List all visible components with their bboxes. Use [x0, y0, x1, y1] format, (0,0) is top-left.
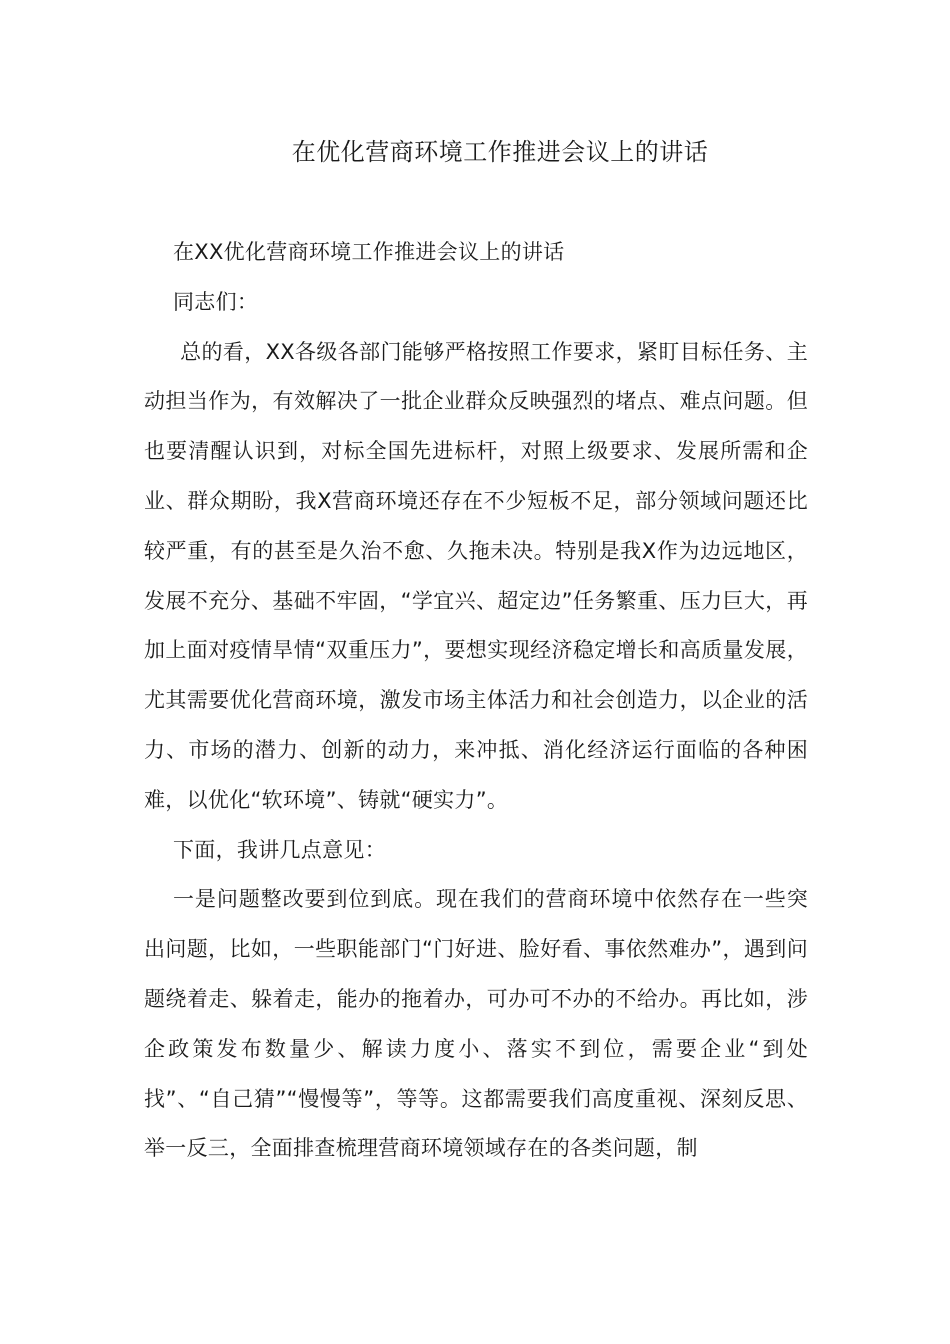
paragraph-salutation: 同志们：: [173, 289, 259, 314]
paragraph-intro: 下面，我讲几点意见：: [173, 837, 386, 862]
document-title: 在优化营商环境工作推进会议上的讲话: [291, 138, 709, 166]
paragraph-point-one: 一是问题整改要到位到底。现在我们的营商环境中依然存在一些突出问题，比如，一些职能部门“门好进、脸好看、事依然难办”，遇到问题绕着走、躲着走，能办的拖着办，可办可不办的不给办。再比如，涉企政策发布数量少、解读力度小、落实不到位，需要企业“到处找”、“自己猜”“慢慢等”，等等。这都需要我们高度重视、深刻反思、举一反三，全面排查梳理营商环境领域存在的各类问题，制: [144, 887, 808, 1161]
paragraph-subtitle: 在XX优化营商环境工作推进会议上的讲话: [173, 240, 565, 264]
document-body: [144, 228, 808, 1174]
paragraph-overview: 总的看，XX各级各部门能够严格按照工作要求，紧盯目标任务、主动担当作为，有效解决了一批企业群众反映强烈的堵点、难点问题。但也要清醒认识到，对标全国先进标杆，对照上级要求、发展所需和企业、群众期盼，我X营商环境还存在不少短板不足，部分领域问题还比较严重，有的甚至是久治不愈、久拖未决。特别是我X作为边远地区，发展不充分、基础不牢固，“学宜兴、超定边”任务繁重、压力巨大，再加上面对疫情旱情“双重压力”，要想实现经济稳定增长和高质量发展，尤其需要优化营商环境，激发市场主体活力和社会创造力，以企业的活力、市场的潜力、创新的动力，来冲抵、消化经济运行面临的各种困难，以优化“软环境”、铸就“硬实力”。: [144, 339, 808, 812]
